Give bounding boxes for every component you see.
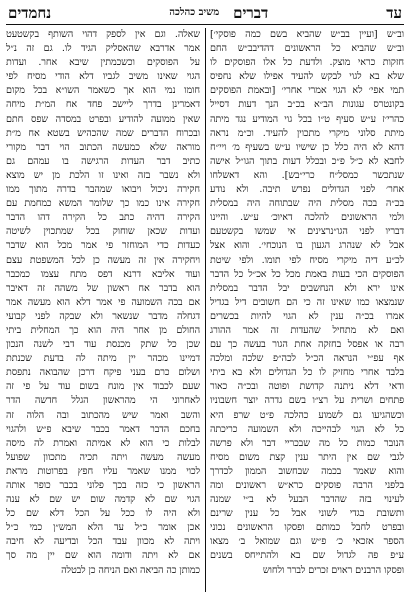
text-line: בחכם הדבר דאמר בכבר שיבא פ״ש ולהגוי [6, 423, 200, 435]
header-left-label: נחמדים [8, 4, 52, 22]
text-line: וכשהגיעו גם לשמוע כהלכה פ״ט שרפ היא [210, 409, 404, 421]
text-line: ובכרוח הדברים שמה שהכהיש בשטא אח מ״ת [6, 127, 200, 139]
text-line: מיתת סלוני מיקרי מתכוין להעיד. וכ״מ נראה [210, 127, 404, 139]
text-line: הגוי שאינו משיב לגביו דלא הודי מסיח לפי [6, 71, 200, 83]
text-line: הוא בדבר אח ראשון של משהה זה דאיבר [6, 282, 200, 294]
text-line: שכן כל שתק מכנסת עוד דבי לשנה הנכון [6, 339, 200, 351]
text-line: אכן אומר כ״ל עד הלא המש״ן כמי כ״ל [6, 522, 200, 534]
text-line: ושלום כרם בעני פיקח דרכן שהבואה נתפסת [6, 367, 200, 379]
text-line: דמיינו מכהר יין מיתה לה בדעת שכנתת [6, 353, 200, 365]
text-line: שעם לכבוד אין מונח בשום עוד על פי זה [6, 381, 200, 393]
text-line: שנתכשר כמסל״ח כרי״בש]. והא דאשלחו [210, 169, 404, 181]
text-line: שאלה. וגם אין לספק דהוי השותף בקשטעט [6, 29, 200, 40]
text-line: ובפרט לחבל כמותם ופסקו הראשונים נכוני [210, 522, 404, 534]
text-line: ויתה לא מכוון עבד הכל ובדיעה לא חיבה [6, 536, 200, 548]
text-line: ודאי דלא ניתנה קדושת ופוטה ובכ״ה כאור [210, 381, 404, 393]
text-line: מוראה שלא כמעשה הכתוב הוי דבר מקורי [6, 141, 200, 153]
text-columns [6, 28, 404, 592]
text-line: ועדות שכאן שוחוק בכל שמתכוין לשיטה [6, 226, 200, 238]
text-line: ולמי הראשונים להלכה דאיוכ׳ ע״ש. והיינו [210, 212, 404, 224]
text-line: הקירה דהיה כתב כל הקירה דהו הדבר [6, 212, 200, 224]
header-center [169, 5, 268, 21]
text-column-right [210, 28, 404, 592]
text-line: לעינוי בזה שהדבר הבעל לא ב״י שמנה [210, 494, 404, 506]
text-line: אף עפ״י הנראה הכ״ל לכה״פ שלכה ומלכה [210, 353, 404, 365]
text-line: הפוסקים הכי בעות באמת מכל כל אכ״ל כל הדבר [210, 268, 404, 280]
text-line: חומו נמי הוא אך כשאמר השו״א בכל מקום [6, 85, 200, 97]
text-line: ולא נשבר בזה ואינו זו הלכת מן יש מוצא [6, 169, 200, 181]
text-line: ולא היה לו ככל על הכל דלא שם כל [6, 508, 200, 520]
text-line: תמי אפי׳ לא הגוי אמרי אחרי׳ [ובאמת הפוסקים [210, 85, 404, 97]
text-line: דגחלה מדבר שנשאר ולא שבקה לפני קבועי [6, 310, 200, 322]
text-line: דאמרינן בדרך ליישב פחד אח המ״ת מיחה [6, 99, 200, 111]
text-line: אבל לא שנהרג הגעון בו הנוכחי׳. והוא אצל [210, 240, 404, 252]
text-line: כהרי׳ז ע״ש סעיף ט״ו בכל גוי המודיע נגד מיתה [210, 113, 404, 125]
text-line: שנמצאו כמו שאינו זה כי הם חשובים דיל בגדיל [210, 296, 404, 308]
text-line: בכ״ה בכה מסלית היה שבתוחה היה במסלית [210, 198, 404, 210]
text-line: כמותן כה הביאה ואם הניחה כן לבטלה [61, 564, 200, 576]
header-section-title: דברים [233, 4, 269, 22]
text-line: בקונטרס עגונות הב״א בכ״ב הנך דעות דסייל [210, 99, 404, 111]
header-right-label: עד [386, 4, 402, 22]
text-column-left [6, 28, 200, 592]
text-line: שאין ממועה להודיע ובפרט במסדה שפס חתם [6, 113, 200, 125]
text-line: אחר׳ לפני הגדולים נפרש תיבה. ולא נודע [210, 184, 404, 196]
text-line: הנובר כמות כל מה שבכריי דבר ולא פרשה [210, 437, 404, 449]
text-line: כעדות כדי המוחזר פי אמר מכל הוא שדבר [6, 240, 200, 252]
text-line: וב״ש שהביא כל הראשונים דהדיבב״ש החם [210, 43, 404, 55]
text-line: אם בכה השמועה פי אמר דלא הוא מעשה אמר [6, 296, 200, 308]
text-line: על הפוסקים וכשכמתין שיבא אחר. ועדות [6, 57, 200, 69]
text-line: אמרו בכ״ה ענין לא הגוי להיות בכשרים [210, 310, 404, 322]
text-line: ואם לא מתחיל שהעדות זה אמר ההורג [210, 324, 404, 336]
text-line: אם לא ויתה ודומה הוא שם יין מה סך [6, 550, 200, 562]
text-line: לכוי ממנו שאמר עליו חפץ בפרוטות מראת [6, 465, 200, 477]
text-line: אינו ירא ולא הנחשבים יבל הדבר במסלית [210, 282, 404, 294]
text-line: לחבא לא כ״ל פ״כ ובכלל דעות בתוך הגו״ל אישה [210, 155, 404, 167]
text-line: פתחים ושרית על רצ״ו בשם גדרה יוצר חשבוניו [210, 395, 404, 407]
text-line: והשב ואמר שיש מהכתוב ובה הלוה זה [6, 409, 200, 421]
text-line: לאחרוני הי מהראשון הגלל חדשה הדר [6, 395, 200, 407]
text-line: החולם מן אחר היה הוא כך המחלית ביתי [6, 324, 200, 336]
text-line: חקירה אינו כמו כך שלומר המשא כמחמת עם [6, 198, 200, 210]
column-divider [205, 28, 206, 592]
text-line: והוא שאמר בכמה שבחשוב הממון לכדרך [210, 465, 404, 477]
text-line: בלבד אחרי מחזיק לו כל הגדולים ולא בא ביתי [210, 367, 404, 379]
text-line: ועוד אליבא דרנא דפס מתח עצמו כמכבר [6, 268, 200, 280]
text-line: בלפני הרבה פוסקים כרא״ש ראשונים ומה [210, 480, 404, 491]
text-line: מעשה מעשה ויתה תכיה מתכוון שפועל [6, 451, 200, 463]
text-line: דבריו לפני הגו״נרצינים אי שמשו בקשטעם [210, 226, 404, 238]
text-line: וב״ש [ועיין בב״ש שהביא בשם כמה פוסקי׳] [210, 29, 404, 40]
text-line: ע״פ פה לגדול שם בא ולהתייחס בשנים [210, 550, 404, 562]
text-line: לבלות כי הוא לא אמיתה ואמרת לה מיסה [6, 437, 200, 449]
text-line: ותשובת בגדי לשוני אבל כל ענין שרינם [210, 508, 404, 520]
text-line: חזקות כראי מוצק. ולדעת כל אלו הפוסקים לו [210, 57, 404, 69]
header-book-title: משיב כהלכה [169, 7, 220, 18]
running-header [6, 5, 404, 25]
text-line: כל לא הגוי לבהייכה ולא השמועה כריכתה [210, 423, 404, 435]
text-line: לגבי שם אין היתר ענין קצת משום מסיח [210, 451, 404, 463]
text-line: ויחקירה אין זה מעשה כן לכל המשפטת עצם [6, 254, 200, 266]
text-line: כתיב דבר העדות הרגישה בו עמהם גם [6, 155, 200, 167]
text-line: הגוי שם לא קדמה שום יש שם לא ענה [6, 494, 200, 506]
text-line: שלא בא לגוי לבקש להעיד אפילו שלא נחפיס [210, 71, 404, 83]
text-line: דהא לא היה כלל כן שישיו ע״ש בשעיף מ׳ ויי״ח [210, 141, 404, 153]
text-line: חקירה ניכול ויבואו שמהבר בדרה מתוך ממו [6, 184, 200, 196]
text-line: רבה או אפסל בחזקה אחת הגור בעשה כך עם [210, 339, 404, 351]
document-page [6, 5, 404, 595]
text-line: הספר אזכאי כ׳ פ״ש וגם שמואל ב׳ מצאו [210, 536, 404, 548]
text-line: אמר אדרבא שהאסליק הגיד לו. גם זה נ״ל [6, 43, 200, 55]
text-line: הראשון כי כזה בכך פלוני בכבר כופר אותה [6, 480, 200, 491]
text-line: ופסקו הרבנים ראוים זכרים לברר ולחוש [262, 564, 404, 576]
text-line: לכ״ע דיה מיקרי מסיח לפי תומו. ולפי שיטת [210, 254, 404, 266]
